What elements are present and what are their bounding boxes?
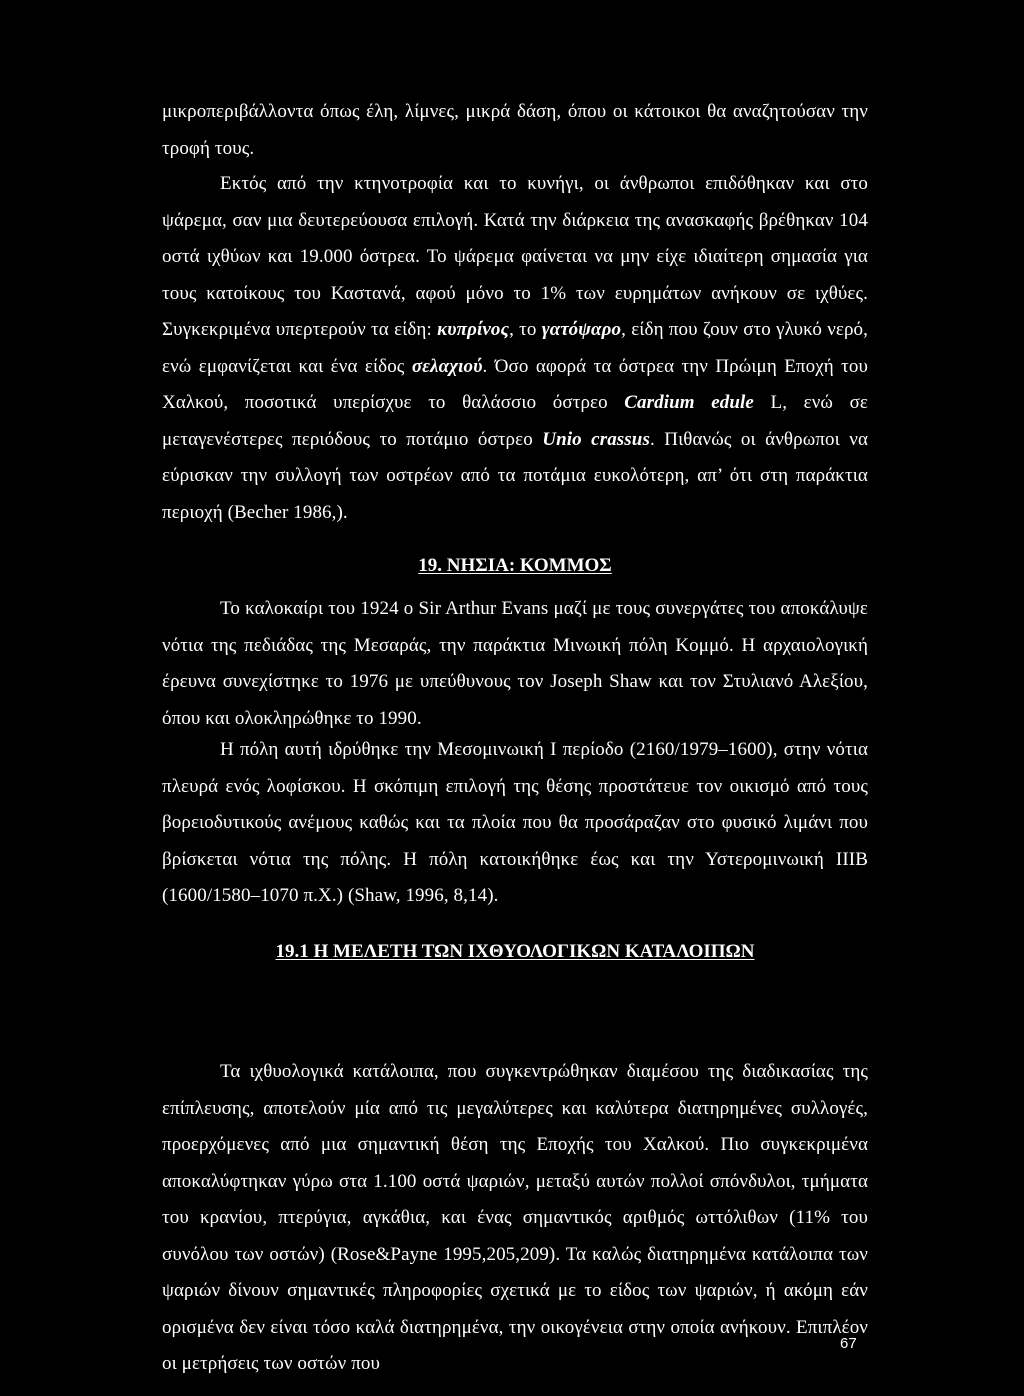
species-name: γατόψαρο bbox=[541, 319, 622, 340]
paragraph-fishing bbox=[162, 166, 868, 531]
paragraph-text: Η πόλη αυτή ιδρύθηκε την Μεσομινωική Ι περίοδο (2160/1979–1600), στην νότια πλευρά ενός λοφίσκου. Η σκόπιμη επιλογή της θέσης προστάτευε τον οικισμό από τους βορειοδυτικούς ανέμους καθώς και τα πλοία που θα προσάραζαν στο φυσικό λιμάνι που βρίσκεται νότια της πόλης. Η πόλη κατοικήθηκε έως και την Υστερομινωική ΙΙΙΒ (1600/1580–1070 π.Χ.) (Shaw, 1996, 8,14). bbox=[162, 739, 868, 906]
paragraph-kommos-excavation bbox=[162, 591, 868, 737]
species-name: σελαχιού bbox=[411, 355, 483, 377]
species-name: κυπρίνος bbox=[437, 319, 510, 340]
paragraph-text: μικροπεριβάλλοντα όπως έλη, λίμνες, μικρά δάση, όπου οι κάτοικοι θα αναζητούσαν την τροφή τους. bbox=[162, 101, 868, 159]
paragraph-text: L, ενώ σε μεταγενέστερες περιόδους το ποτάμιο όστρεο bbox=[162, 392, 868, 450]
paragraph-text: , το bbox=[509, 319, 542, 340]
paragraph-text: . Πιθανώς οι άνθρωποι να εύρισκαν την συλλογή των οστρέων από τα ποτάμια ευκολότερη, απ’ ότι στη παράκτια περιοχή (Becher 1986,). bbox=[162, 428, 869, 523]
paragraph-text: , είδη που ζουν στο γλυκό νερό, ενώ εμφανίζεται και ένα είδος bbox=[162, 319, 868, 377]
paragraph-text: . Όσο αφορά τα όστρεα την Πρώιμη Εποχή του Χαλκού, ποσοτικά υπερίσχυε το θαλάσσιο όστρεο bbox=[162, 355, 868, 413]
page-number: 67 bbox=[840, 1335, 857, 1352]
paragraph-text: Τα ιχθυολογικά κατάλοιπα, που συγκεντρώθηκαν διαμέσου της διαδικασίας της επίπλευσης, αποτελούν μία από τις μεγαλύτερες και καλύτερα διατηρημένες συλλογές, προερχόμενες από μια σημαντική θέση της Εποχής του Χαλκού. Πιο συγκεκριμένα αποκαλύφτηκαν γύρω στα 1.100 οστά ψαριών, μεταξύ αυτών πολλοί σπόνδυλοι, τμήματα του κρανίου, πτερύγια, αγκάθια, και ένας σημαντικός αριθμός ωττόλιθων (11% του συνόλου των οστών) (Rose&Payne 1995,205,209). Τα καλώς διατηρημένα κατάλοιπα των ψαριών δίνουν σημαντικές πληροφορίες σχετικά με το είδος των ψαριών, ή ακόμη εάν ορισμένα δεν είναι τόσο καλά διατηρημένα, την οικογένεια στην οποία ανήκουν. Επιπλέον οι μετρήσεις των οστών που bbox=[162, 1061, 868, 1374]
species-name: Unio crassus bbox=[542, 428, 650, 450]
paragraph-text: Το καλοκαίρι του 1924 ο Sir Arthur Evans μαζί με τους συνεργάτες του αποκάλυψε νότια της πεδιάδας της Μεσαράς, την παράκτια Μινωική πόλη Κομμό. Η αρχαιολογική έρευνα συνεχίστηκε το 1976 με υπεύθυνους τον Joseph Shaw και τον Στυλιανό Αλεξίου, όπου και ολοκληρώθηκε το 1990. bbox=[162, 598, 868, 729]
paragraph-kommos-city bbox=[162, 732, 868, 915]
paragraph-continuation bbox=[162, 94, 868, 167]
subsection-heading: 19.1 Η ΜΕΛΕΤΗ ΤΩΝ ΙΧΘΥΟΛΟΓΙΚΩΝ ΚΑΤΑΛΟΙΠΩΝ bbox=[275, 941, 755, 962]
species-name: Cardium edule bbox=[624, 392, 754, 413]
paragraph-ichthyological-remains bbox=[162, 1054, 868, 1383]
paragraph-text: Εκτός από την κτηνοτροφία και το κυνήγι, οι άνθρωποι επιδόθηκαν και στο ψάρεμα, σαν μια δευτερεύουσα επιλογή. Κατά την διάρκεια της ανασκαφής βρέθηκαν 104 οστά ιχθύων και 19.000 όστρεα. Το ψάρεμα φαίνεται να μην είχε ιδιαίτερη σημασία για τους κατοίκους του Καστανά, αφού μόνο το 1% των ευρημάτων ανήκουν σε ιχθύες. Συγκεκριμένα υπερτερούν τα είδη: bbox=[162, 173, 868, 340]
section-heading: 19. ΝΗΣΙΑ: ΚΟΜΜΟΣ bbox=[418, 555, 612, 576]
